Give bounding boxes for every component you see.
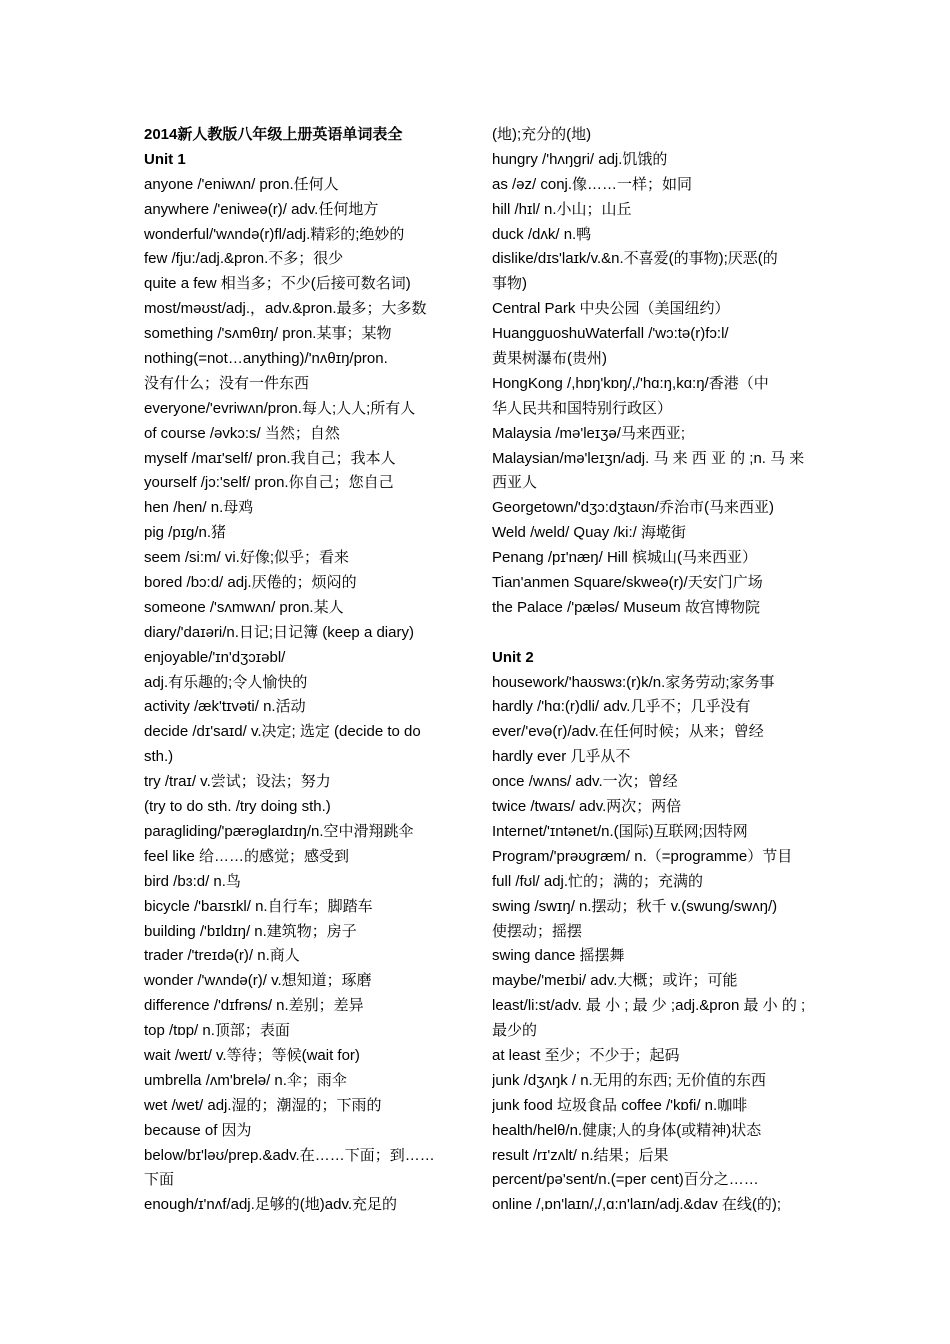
vocab-line: HongKong /,hɒŋ'kɒŋ/,/'hɑ:ŋ,kɑ:ŋ/香港（中 [492,374,769,392]
vocab-line: difference /'dɪfrəns/ n.差别；差异 [144,997,364,1015]
vocab-line: (try to do sth. /try doing sth.) [144,798,331,816]
vocab-line: once /wʌns/ adv.一次；曾经 [492,773,678,791]
vocab-line: building /'bɪldɪŋ/ n.建筑物；房子 [144,922,357,940]
vocab-line: 事物) [492,275,527,293]
vocab-line: of course /əvkɔ:s/ 当然；自然 [144,424,340,442]
vocab-line: housework/'haʊswɜ:(r)k/n.家务劳动;家务事 [492,673,775,691]
vocab-line: because of 因为 [144,1121,252,1139]
vocab-line: wonderful/'wʌndə(r)fl/adj.精彩的;绝妙的 [144,225,405,243]
vocab-line: ever/'evə(r)/adv.在任何时候；从来；曾经 [492,723,764,741]
vocab-line: (地);充分的(地) [492,126,592,143]
section-heading: Unit 1 [144,150,186,168]
vocab-line: Georgetown/'dʒɔ:dʒtaʊn/乔治市(马来西亚) [492,499,774,517]
vocab-line: hardly ever 几乎从不 [492,748,631,766]
vocab-line: enjoyable/'ɪn'dʒɔɪəbl/ [144,648,286,666]
vocab-line: Tian'anmen Square/skweə(r)/天安门广场 [492,574,763,592]
vocab-line: 华人民共和国特别行政区） [492,399,673,417]
vocab-line: umbrella /ʌm'brelə/ n.伞；雨伞 [144,1071,347,1089]
vocab-line: duck /dʌk/ n.鸭 [492,225,592,243]
vocab-line: top /tɒp/ n.顶部；表面 [144,1022,290,1040]
vocab-line: HuangguoshuWaterfall /'wɔ:tə(r)fɔ:l/ [492,325,729,343]
vocab-line: junk /dʒʌŋk / n.无用的东西; 无价值的东西 [492,1071,767,1089]
vocab-line: Program/'prəʊgræm/ n.（=programme）节目 [492,847,793,865]
vocab-line: quite a few 相当多；不少(后接可数名词) [144,275,411,293]
vocab-line: seem /si:m/ vi.好像;似乎；看来 [144,549,350,567]
vocab-line: decide /dɪ'saɪd/ v.决定; 选定 (decide to do [144,723,421,741]
vocab-line: nothing(=not…anything)/'nʌθɪŋ/pron. [144,350,388,368]
vocab-line: dislike/dɪs'laɪk/v.&n.不喜爱(的事物);厌恶(的 [492,250,778,268]
vocab-line: result /rɪ'zʌlt/ n.结果；后果 [492,1146,669,1164]
vocab-line: as /əz/ conj.像……一样；如同 [492,175,693,193]
vocab-line: maybe/'meɪbi/ adv.大概；或许；可能 [492,972,738,990]
vocab-line: someone /'sʌmwʌn/ pron.某人 [144,598,344,616]
vocab-line: bicycle /'baɪsɪkl/ n.自行车；脚踏车 [144,897,373,915]
vocab-line: Malaysian/mə'leɪʒn/adj. 马 来 西 亚 的 ;n. 马 来 [492,449,805,467]
vocab-line: hen /hen/ n.母鸡 [144,499,254,517]
vocab-line: everyone/'evriwʌn/pron.每人;人人;所有人 [144,399,416,417]
vocab-line: hill /hɪl/ n.小山；山丘 [492,200,632,218]
vocab-line: Weld /weld/ Quay /ki:/ 海墘街 [492,524,686,542]
vocab-line: bird /bɜ:d/ n.鸟 [144,872,241,890]
vocab-line: anyone /'eniwʌn/ pron.任何人 [144,175,339,193]
vocab-line: wait /weɪt/ v.等待；等候(wait for) [144,1046,360,1064]
vocab-line: least/li:st/adv. 最 小 ; 最 少 ;adj.&pron 最 小 的 ; [492,997,806,1015]
vocab-line: health/helθ/n.健康;人的身体(或精神)状态 [492,1121,762,1139]
section-heading: 2014新人教版八年级上册英语单词表全 [144,126,403,143]
vocab-line: Malaysia /mə'leɪʒə/马来西亚; [492,424,686,442]
vocab-line: diary/'daɪəri/n.日记;日记簿 (keep a diary) [144,623,414,641]
vocab-line: 使摆动；摇摆 [492,922,583,940]
vocab-line: 最少的 [492,1022,538,1040]
vocab-line: online /,ɒn'laɪn/,/,ɑ:n'laɪn/adj.&dav 在线(的); [492,1196,782,1214]
vocab-line: 下面 [144,1171,175,1189]
section-heading: Unit 2 [492,648,534,666]
vocab-line: below/bɪ'ləʊ/prep.&adv.在……下面；到…… [144,1146,435,1164]
vocab-line: enough/ɪ'nʌf/adj.足够的(地)adv.充足的 [144,1196,398,1214]
vocab-line: 黄果树瀑布(贵州) [492,350,607,368]
vocab-line: junk food 垃圾食品 coffee /'kɒfi/ n.咖啡 [492,1096,748,1114]
vocab-line: at least 至少；不少于；起码 [492,1046,680,1064]
vocab-line: twice /twaɪs/ adv.两次；两倍 [492,798,682,816]
vocab-line: 西亚人 [492,474,538,492]
vocab-line: try /traɪ/ v.尝试；设法；努力 [144,773,331,791]
vocab-line: bored /bɔ:d/ adj.厌倦的；烦闷的 [144,574,357,592]
vocab-line: swing /swɪŋ/ n.摆动；秋千 v.(swung/swʌŋ/) [492,897,778,915]
vocab-line: percent/pə'sent/n.(=per cent)百分之…… [492,1171,759,1189]
vocab-line: wonder /'wʌndə(r)/ v.想知道；琢磨 [144,972,372,990]
vocab-line: myself /maɪ'self/ pron.我自己；我本人 [144,449,396,467]
vocab-line: feel like 给……的感觉；感受到 [144,847,350,865]
right-column [492,123,810,1218]
vocab-line: few /fju:/adj.&pron.不多；很少 [144,250,344,268]
vocab-line: pig /pɪg/n.猪 [144,524,227,542]
blank-line [492,621,810,646]
vocab-line: Central Park 中央公园（美国纽约） [492,300,730,318]
vocab-line: something /'sʌmθɪŋ/ pron.某事；某物 [144,325,392,343]
vocab-line: hardly /'hɑ:(r)dli/ adv.几乎不；几乎没有 [492,698,751,716]
vocab-line: yourself /jɔ:'self/ pron.你自己；您自己 [144,474,394,492]
vocab-line: wet /wet/ adj.湿的；潮湿的；下雨的 [144,1096,382,1114]
vocab-line: full /fʊl/ adj.忙的；满的；充满的 [492,872,704,890]
vocab-line: hungry /'hʌŋgri/ adj.饥饿的 [492,150,668,168]
vocab-line: the Palace /'pæləs/ Museum 故宫博物院 [492,598,760,616]
left-column [144,123,462,1218]
vocab-line: swing dance 摇摆舞 [492,947,625,965]
vocab-line: adj.有乐趣的;令人愉快的 [144,673,308,691]
vocab-line: trader /'treɪdə(r)/ n.商人 [144,947,300,965]
vocab-line: anywhere /'eniweə(r)/ adv.任何地方 [144,200,379,218]
vocab-line: most/məʊst/adj.，adv.&pron.最多；大多数 [144,300,427,318]
vocab-line: Penang /pɪ'næŋ/ Hill 槟城山(马来西亚） [492,549,757,567]
vocab-line: paragliding/'pærəglaɪdɪŋ/n.空中滑翔跳伞 [144,822,414,840]
vocab-line: Internet/'ɪntənet/n.(国际)互联网;因特网 [492,822,748,840]
vocab-line: 没有什么；没有一件东西 [144,374,310,392]
vocab-line: activity /æk'tɪvəti/ n.活动 [144,698,306,716]
vocab-line: sth.) [144,748,174,766]
